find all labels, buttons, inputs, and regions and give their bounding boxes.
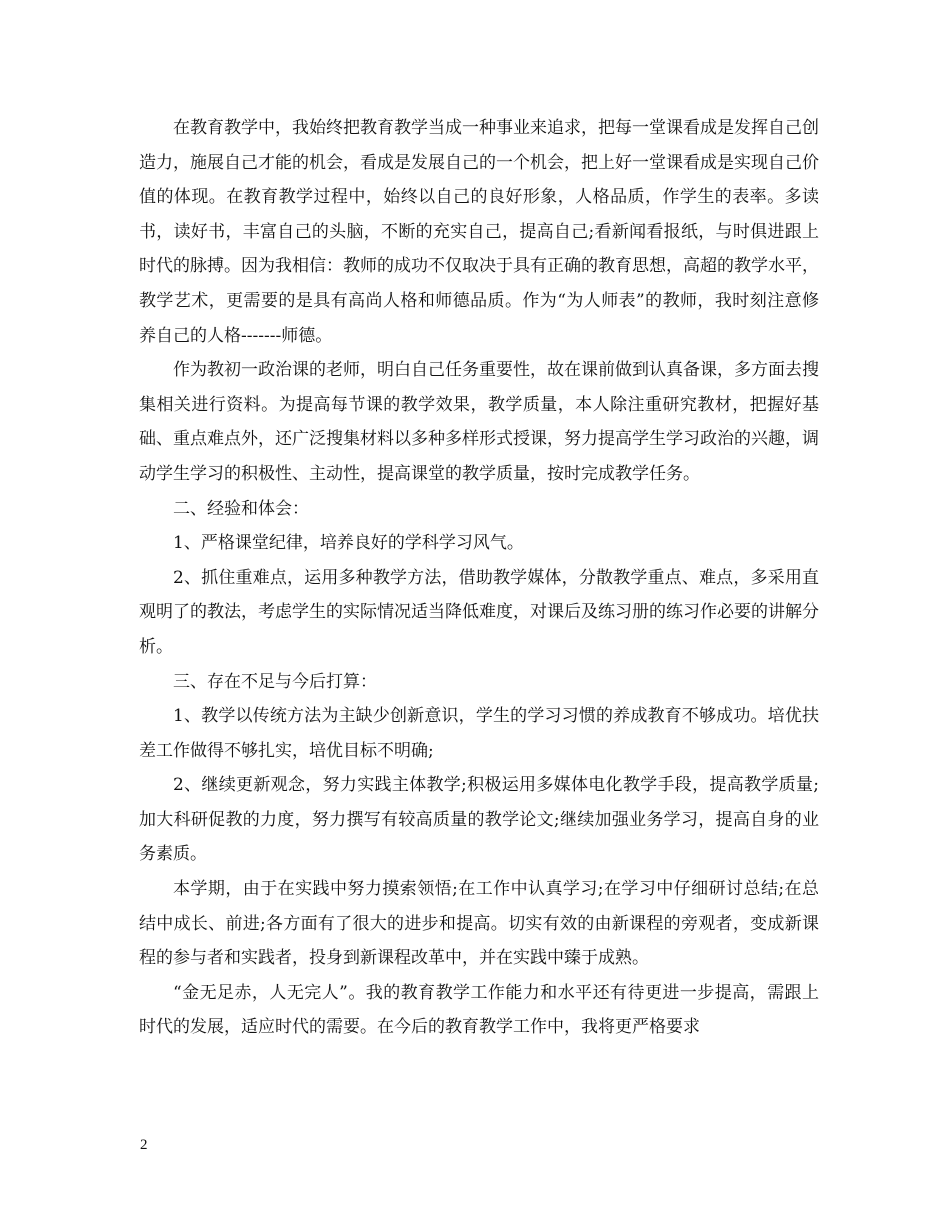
paragraph-politics-class: 作为教初一政治课的老师，明白自己任务重要性，故在课前做到认真备课，多方面去搜集相关进行资料。为提高每节课的教学效果，教学质量，本人除注重研究教材，把握好基础、重点难点外，还广泛搜集材料以多种多样形式授课，努力提高学生学习政治的兴趣，调动学生学习的积极性、主动性，提高课堂的教学质量，按时完成教学任务。 xyxy=(139,360,819,484)
page-number: 2 xyxy=(140,1137,148,1153)
paragraph-teaching-attitude: 在教育教学中，我始终把教育教学当成一种事业来追求，把每一堂课看成是发挥自己创造力，施展自己才能的机会，看成是发展自己的一个机会，把上好一堂课看成是实现自己价值的体现。在教育教学过程中，始终以自己的良好形象，人格品质，作学生的表率。多读书，读好书，丰富自己的头脑，不断的充实自己，提高自己;看新闻看报纸，与时俱进跟上时代的脉搏。因为我相信：教师的成功不仅取决于具有正确的教育思想，高超的教学水平，教学艺术，更需要的是具有高尚人格和师德品质。作为“为人师表”的教师，我时刻注意修养自己的人格-------师德。 xyxy=(139,118,819,346)
list-item-key-points: 2、抓住重难点，运用多种教学方法，借助教学媒体，分散教学重点、难点，多采用直观明了的教法，考虑学生的实际情况适当降低难度，对课后及练习册的练习作必要的讲解分析。 xyxy=(139,567,819,657)
list-item-discipline: 1、严格课堂纪律，培养良好的学科学习风气。 xyxy=(173,533,524,554)
section-heading-shortcomings: 三、存在不足与今后打算： xyxy=(173,671,377,692)
document-body xyxy=(139,111,819,1045)
list-item-plan: 2、继续更新观念，努力实践主体教学;积极运用多媒体电化教学手段，提高教学质量;加大科研促教的力度，努力撰写有较高质量的教学论文;继续加强业务学习，提高自身的业务素质。 xyxy=(139,775,819,865)
section-heading-experience: 二、经验和体会： xyxy=(173,498,309,519)
list-item-shortcoming: 1、教学以传统方法为主缺少创新意识，学生的学习习惯的养成教育不够成功。培优扶差工作做得不够扎实，培优目标不明确; xyxy=(139,706,819,761)
paragraph-conclusion: “金无足赤，人无完人”。我的教育教学工作能力和水平还有待更进一步提高，需跟上时代的发展，适应时代的需要。在今后的教育教学工作中，我将更严格要求 xyxy=(139,982,819,1038)
paragraph-semester-summary: 本学期，由于在实践中努力摸索领悟;在工作中认真学习;在学习中仔细研讨总结;在总结中成长、前进;各方面有了很大的进步和提高。切实有效的由新课程的旁观者，变成新课程的参与者和实践者，投身到新课程改革中，并在实践中臻于成熟。 xyxy=(139,879,819,969)
